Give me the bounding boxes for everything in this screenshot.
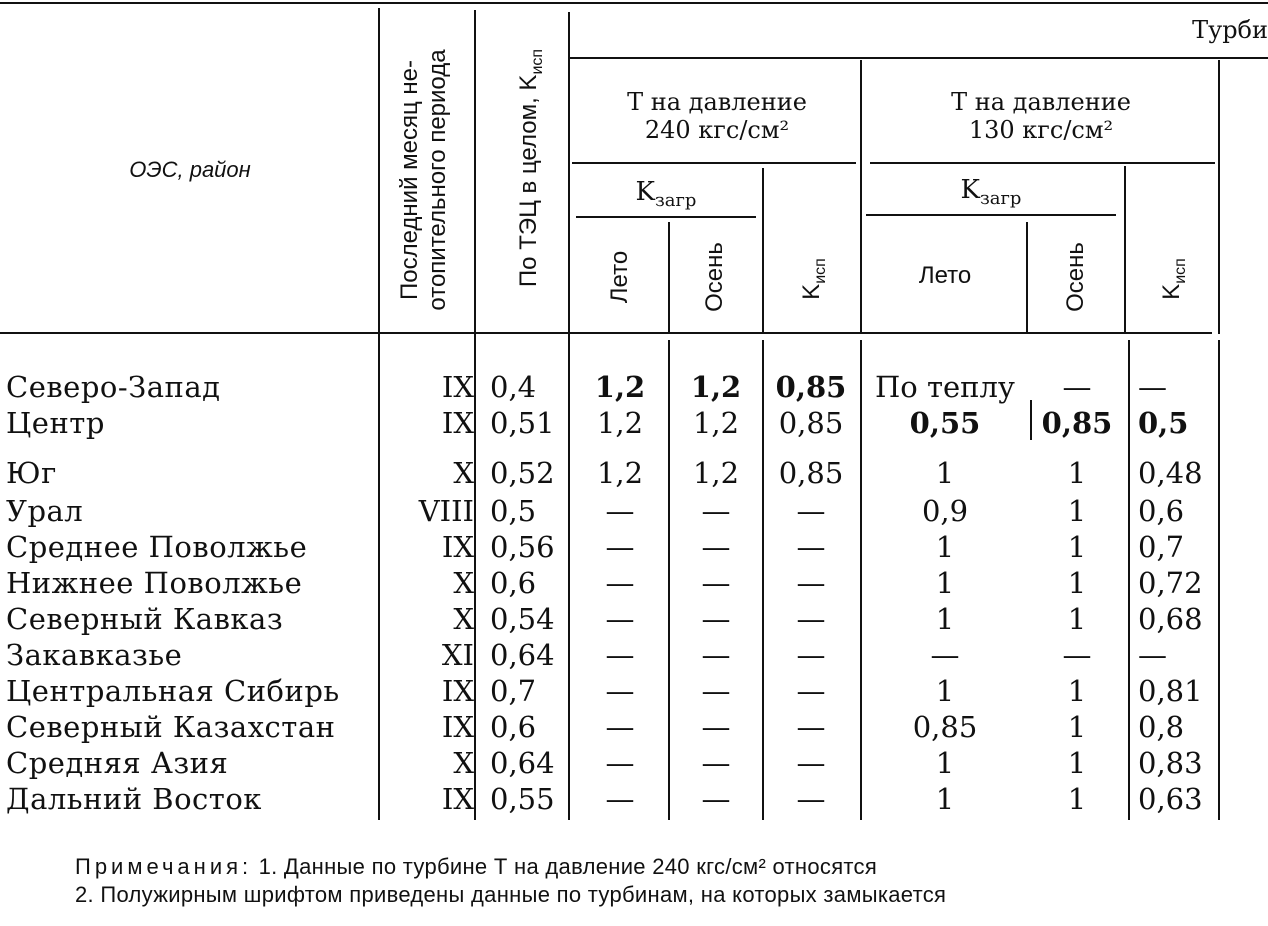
cell-t240-autumn: 1,2 [690,370,742,404]
header-summer-240: Лето [606,250,633,304]
cell-t240-autumn: — [701,638,731,672]
turbines-header-rule [570,57,1268,59]
cell-t130-kisp: 0,83 [1138,746,1203,780]
header-turbines: Турби [1192,16,1268,44]
table-row [0,370,1268,406]
cell-t130-autumn: 1 [1067,494,1087,528]
header-region: ОЭС, район [129,157,251,182]
cell-t130-summer: 0,55 [909,406,981,440]
cell-t130-summer: 0,9 [921,494,969,528]
cell-last-month: X [453,602,474,636]
cell-t130-autumn: — [1062,370,1092,404]
cell-t130-autumn: 1 [1067,530,1087,564]
notes-label: Примечания: [75,854,253,879]
cell-t240-summer: — [605,746,635,780]
header-kisp-130: $K_{исп}$ [1158,258,1189,300]
col-divider-5 [762,168,764,334]
cell-t240-kisp: — [796,710,826,744]
cell-t130-summer: По теплу [875,370,1015,404]
cell-region-name: Центральная Сибирь [6,674,340,708]
col-divider-9 [1218,60,1220,334]
cell-t240-kisp: — [796,602,826,636]
notes-line-1 [75,854,877,880]
cell-t130-kisp: 0,7 [1138,530,1185,564]
notes-text-2: 2. Полужирным шрифтом приведены данные по турбинам, на которых замыкается [75,882,947,907]
cell-t240-summer: — [605,494,635,528]
cell-last-month: IX [441,406,474,440]
cell-tec-kisp: 0,51 [490,406,555,440]
cell-tec-kisp: 0,56 [490,530,555,564]
cell-t130-autumn: 0,85 [1041,406,1113,440]
cell-region-name: Нижнее Поволжье [6,566,303,600]
cell-last-month: VIII [418,494,474,528]
cell-t240-summer: 1,2 [594,370,646,404]
cell-t130-autumn: 1 [1067,602,1087,636]
table-row [0,638,1268,674]
table-row [0,456,1268,492]
cell-t130-summer: 1 [935,602,955,636]
cell-tec-kisp: 0,6 [490,710,537,744]
header-autumn-130: Осень [1062,242,1089,312]
cell-t130-kisp: 0,8 [1138,710,1185,744]
cell-t240-kisp: 0,85 [778,456,844,490]
cell-t130-kisp: 0,48 [1138,456,1203,490]
cell-tec-kisp: 0,64 [490,746,555,780]
table-row [0,710,1268,746]
cell-last-month: XI [441,638,474,672]
cell-t130-kisp: 0,6 [1138,494,1185,528]
cell-last-month: IX [441,370,474,404]
cell-t240-kisp: — [796,566,826,600]
header-kzagr-240: $K_{загр}$ [635,177,697,212]
cell-tec-kisp: 0,64 [490,638,555,672]
cell-t240-summer: — [605,710,635,744]
cell-tec-kisp: 0,55 [490,782,555,816]
cell-t240-autumn: 1,2 [692,456,740,490]
cell-t240-kisp: — [796,674,826,708]
table-row [0,530,1268,566]
cell-t130-summer: 1 [935,674,955,708]
cell-t240-autumn: — [701,566,731,600]
cell-t130-autumn: 1 [1067,674,1087,708]
cell-region-name: Урал [6,494,84,528]
cell-t130-autumn: 1 [1067,746,1087,780]
cell-region-name: Северо-Запад [6,370,221,404]
cell-t130-autumn: 1 [1067,782,1087,816]
cell-region-name: Северный Кавказ [6,602,284,636]
notes-text-1: 1. Данные по турбине Т на давление 240 кгс/см² относятся [258,854,878,879]
cell-t240-summer: 1,2 [596,406,644,440]
table-row [0,406,1268,442]
cell-region-name: Дальний Восток [6,782,262,816]
cell-last-month: IX [441,710,474,744]
cell-t240-summer: — [605,566,635,600]
cell-t130-summer: 1 [935,566,955,600]
table-top-rule [0,2,1268,4]
cell-t240-autumn: — [701,674,731,708]
cell-t130-kisp: 0,81 [1138,674,1203,708]
cell-t240-autumn: — [701,746,731,780]
cell-tec-kisp: 0,6 [490,566,537,600]
cell-t130-kisp: — [1138,370,1167,404]
cell-region-name: Среднее Поволжье [6,530,308,564]
cell-tec-kisp: 0,7 [490,674,537,708]
header-t130: Т на давление 130 кгс/см² [951,88,1131,144]
cell-t130-summer: 1 [935,746,955,780]
cell-t240-autumn: — [701,710,731,744]
header-summer-130: Лето [918,262,972,289]
cell-t130-kisp: 0,68 [1138,602,1203,636]
cell-tec-kisp: 0,5 [490,494,537,528]
kzagr130-rule [866,214,1116,216]
col-divider-8 [1124,166,1126,334]
cell-region-name: Средняя Азия [6,746,229,780]
cell-t240-autumn: — [701,782,731,816]
table-row [0,494,1268,530]
header-kzagr-130: $K_{загр}$ [960,175,1022,210]
cell-t130-summer: 1 [935,782,955,816]
cell-region-name: Закавказье [6,638,183,672]
t240-header-rule [572,162,856,164]
cell-t130-summer: 1 [935,530,955,564]
cell-t130-summer: — [930,638,960,672]
table-row [0,566,1268,602]
cell-t130-kisp: — [1138,638,1167,672]
cell-t240-kisp: — [796,782,826,816]
table-row [0,674,1268,710]
cell-t130-autumn: — [1062,638,1092,672]
cell-last-month: X [453,456,474,490]
cell-last-month: X [453,566,474,600]
cell-t240-summer: 1,2 [596,456,644,490]
cell-t130-autumn: 1 [1067,710,1087,744]
cell-tec-kisp: 0,4 [490,370,537,404]
cell-t240-kisp: — [796,746,826,780]
cell-t240-kisp: 0,85 [775,370,847,404]
cell-tec-kisp: 0,54 [490,602,555,636]
cell-region-name: Северный Казахстан [6,710,336,744]
cell-t240-autumn: — [701,530,731,564]
col-divider-4 [668,222,670,334]
t130-header-rule [870,162,1215,164]
cell-t240-kisp: 0,85 [778,406,844,440]
cell-tec-kisp: 0,52 [490,456,555,490]
cell-last-month: IX [441,530,474,564]
cell-last-month: X [453,746,474,780]
cell-t130-summer: 1 [935,456,955,490]
cell-t130-kisp: 0,5 [1138,406,1189,440]
cell-t240-autumn: — [701,494,731,528]
header-tec-total: По ТЭЦ в целом, $K_{исп}$ [515,48,546,288]
cell-t130-kisp: 0,63 [1138,782,1203,816]
cell-t240-summer: — [605,602,635,636]
table-row [0,782,1268,818]
cell-t240-kisp: — [796,638,826,672]
cell-region-name: Центр [6,406,105,440]
cell-t240-summer: — [605,530,635,564]
cell-t130-autumn: 1 [1067,566,1087,600]
col-divider-7 [1026,222,1028,334]
cell-t240-summer: — [605,674,635,708]
table-row [0,602,1268,638]
cell-t240-autumn: 1,2 [692,406,740,440]
cell-t240-autumn: — [701,602,731,636]
cell-t130-autumn: 1 [1067,456,1087,490]
cell-region-name: Юг [6,456,57,490]
header-autumn-240: Осень [701,242,728,312]
cell-t240-kisp: — [796,494,826,528]
table-row [0,746,1268,782]
cell-last-month: IX [441,782,474,816]
header-last-month: Последний месяц не- отопительного периода [396,49,451,311]
cell-t130-kisp: 0,72 [1138,566,1203,600]
cell-last-month: IX [441,674,474,708]
cell-t240-summer: — [605,638,635,672]
cell-t130-summer: 0,85 [912,710,978,744]
cell-t240-kisp: — [796,530,826,564]
header-kisp-240: $K_{исп}$ [798,258,829,300]
header-t240: Т на давление 240 кгс/см² [627,88,807,144]
notes-line-2 [75,882,946,908]
cell-t240-summer: — [605,782,635,816]
